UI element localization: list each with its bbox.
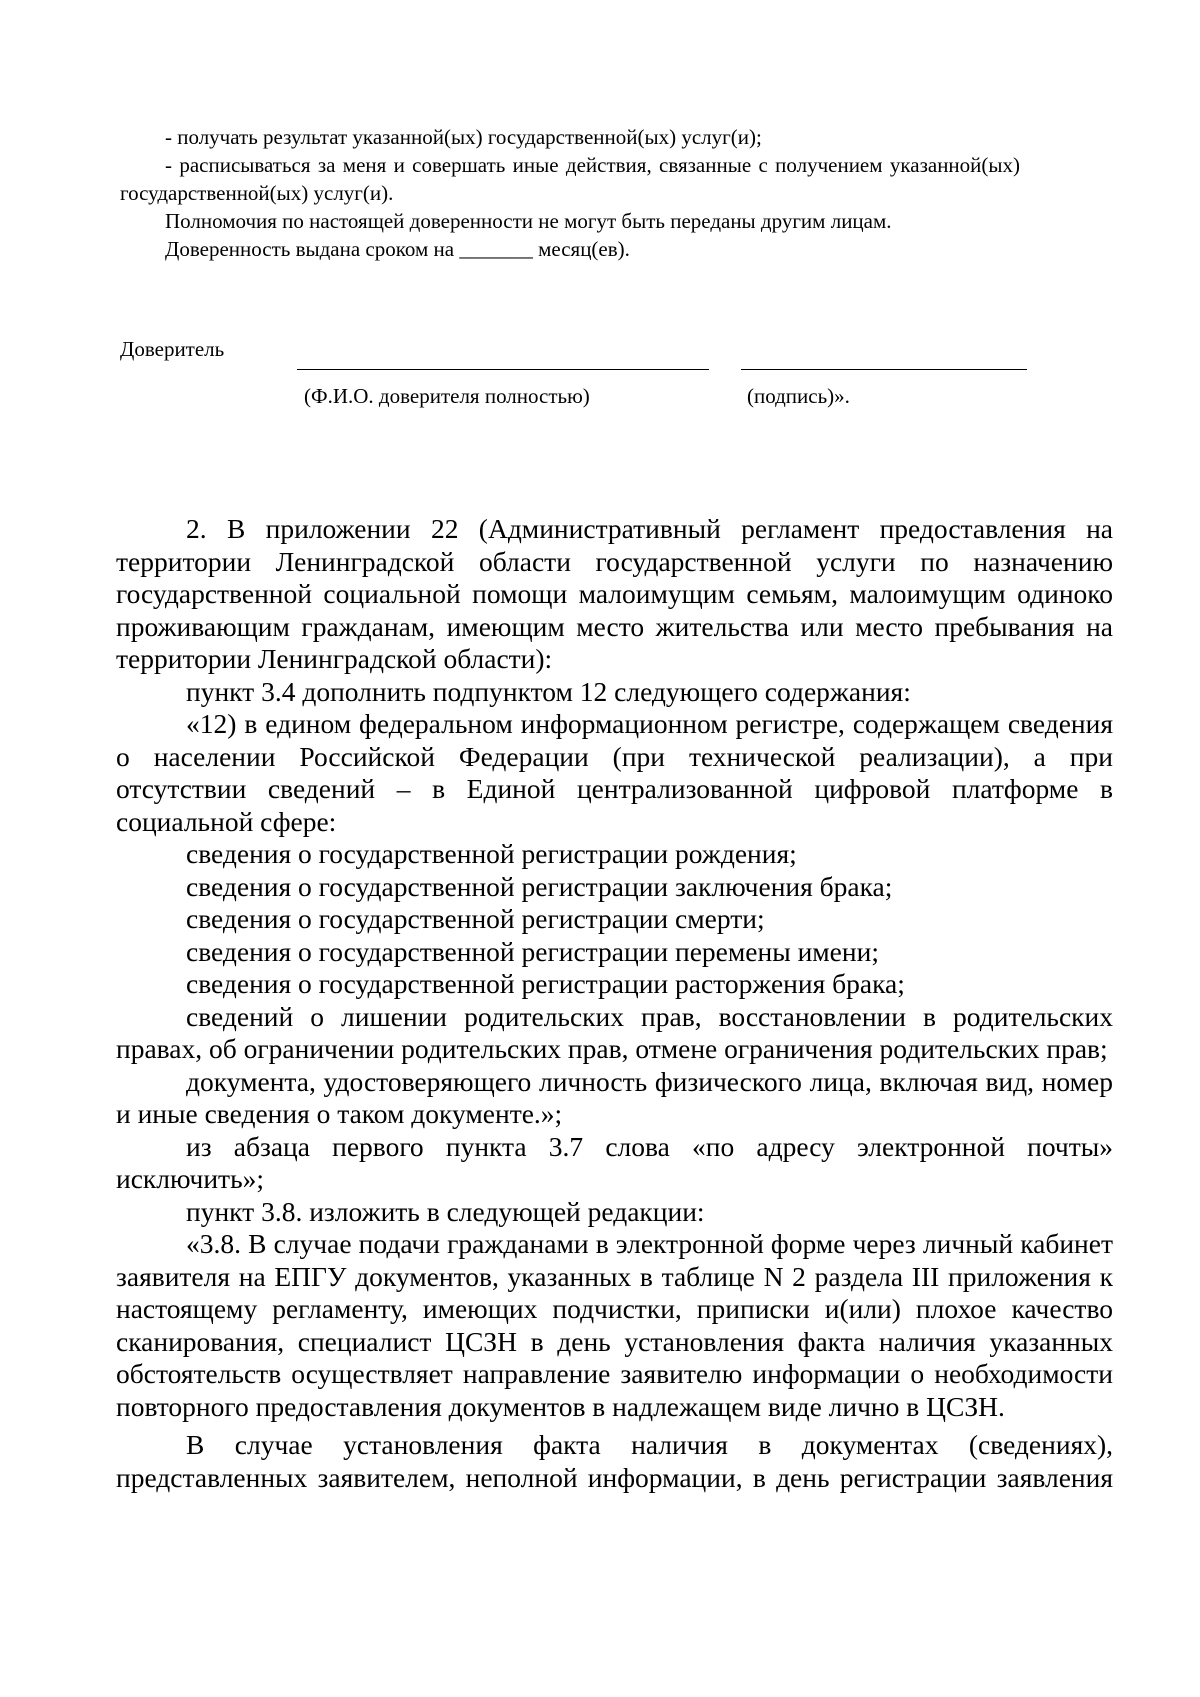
term-text: Доверенность выдана сроком на [165,237,460,261]
signature-caption: (подпись)». [747,384,850,408]
paragraph: В случае установления факта наличия в документах (сведениях), представленных заявителем, неполной информации, в день регистрации заявления [116,1429,1113,1493]
paragraph: - расписываться за меня и совершать иные действия, связанные с получением указанной(ых) государственной(ых) услуг(и). [120,153,1020,205]
term-blank: _______ [459,237,533,261]
signature-line [741,369,1027,370]
amendment-text [116,513,1113,1494]
fio-signature-line [297,369,709,370]
paragraph: пункт 3.8. изложить в следующей редакции: [186,1195,705,1227]
paragraph: «12) в едином федеральном информационном регистре, содержащем сведения о населении Российской Федерации (при технической реализации), а при отсутствии сведений – в Единой централизованной цифровой платформе в социальной сфере: [116,708,1113,837]
fio-caption: (Ф.И.О. доверителя полностью) [304,384,590,408]
list-item: сведения о государственной регистрации расторжения брака; [186,968,905,999]
principal-label: Доверитель [120,337,225,361]
list-item: сведений о лишении родительских прав, восстановлении в родительских правах, об ограничении родительских прав, отмене ограничения родительских прав; [116,1000,1113,1064]
list-item: сведения о государственной регистрации смерти; [186,903,765,934]
paragraph: пункт 3.4 дополнить подпунктом 12 следующего содержания: [186,675,911,707]
paragraph [120,235,1020,263]
term-unit: месяц(ев). [532,237,630,261]
list-item: сведения о государственной регистрации заключения брака; [186,870,893,902]
paragraph: Полномочия по настоящей доверенности не могут быть переданы другим лицам. [165,209,892,233]
paragraph: - получать результат указанной(ых) государственной(ых) услуг(и); [165,125,762,149]
power-of-attorney-text [120,123,1020,263]
paragraph: из абзаца первого пункта 3.7 слова «по адресу электронной почты» исключить»; [116,1130,1113,1194]
list-item: сведения о государственной регистрации перемены имени; [186,935,879,967]
list-item: сведения о государственной регистрации рождения; [186,838,797,869]
paragraph: 2. В приложении 22 (Административный регламент предоставления на территории Ленинградской области государственной услуги по назначению государственной социальной помощи малоимущим семьям, малоимущим одиноко проживающим гражданам, имеющим место жительства или место пребывания на территории Ленинградской области): [116,513,1113,674]
list-item: документа, удостоверяющего личность физического лица, включая вид, номер и иные сведения о таком документе.»; [116,1065,1113,1129]
paragraph: «3.8. В случае подачи гражданами в электронной форме через личный кабинет заявителя на ЕПГУ документов, указанных в таблице N 2 раздела III приложения к настоящему регламенту, имеющих подчистки, приписки и(или) плохое качество сканирования, специалист ЦСЗН в день установления факта наличия указанных обстоятельств осуществляет направление заявителю информации о необходимости повторного предоставления документов в надлежащем виде лично в ЦСЗН. [116,1228,1113,1422]
